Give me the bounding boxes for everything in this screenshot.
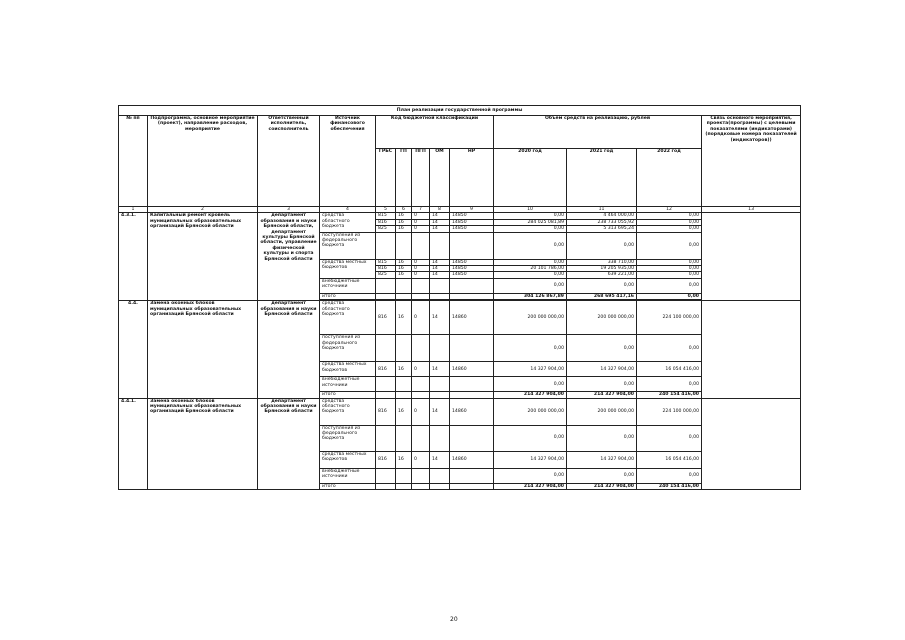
amount-2020: 284 025 081,89 bbox=[494, 219, 567, 225]
code-nr: 14850 bbox=[450, 226, 494, 232]
code-nr: 14850 bbox=[450, 272, 494, 278]
header-2022: 2022 год bbox=[637, 149, 702, 207]
indicator-link bbox=[702, 301, 801, 398]
indicator-link bbox=[702, 398, 801, 489]
row-num: 4.4. bbox=[119, 301, 148, 398]
col-number: 12 bbox=[637, 207, 702, 213]
header-grbs: ГРБС bbox=[376, 149, 396, 207]
col-number: 11 bbox=[567, 207, 637, 213]
amount-2022: 0,00 bbox=[637, 272, 702, 278]
indicator-link bbox=[702, 213, 801, 301]
amount-2022: 0,00 bbox=[637, 335, 702, 362]
row-name: Капитальный ремонт кровель муниципальных образовательных организаций Брянской области bbox=[148, 213, 258, 301]
amount-2021: 0,00 bbox=[567, 468, 637, 483]
amount-2021: 4 464 000,00 bbox=[567, 213, 637, 219]
code-gp: 16 bbox=[396, 259, 412, 265]
total-2022: 0,00 bbox=[637, 293, 702, 299]
code-om: 14 bbox=[430, 219, 450, 225]
total-2020: 304 126 867,89 bbox=[494, 293, 567, 299]
header-nr: НР bbox=[450, 149, 494, 207]
row-executor: департамент образования и науки Брянской области, департамент культуры Брянской области, управление физической культуры и спорта Брянской области bbox=[258, 213, 320, 301]
header-code: Код бюджетной классификации bbox=[376, 116, 494, 149]
amount-2021: 19 205 935,00 bbox=[567, 266, 637, 272]
code-grbs: 816 bbox=[376, 451, 396, 468]
header-source: Источник финансового обеспечения bbox=[320, 116, 376, 207]
amount-2022: 0,00 bbox=[637, 266, 702, 272]
code-nr: 14850 bbox=[450, 266, 494, 272]
code-grbs: 816 bbox=[376, 219, 396, 225]
header-om: ОМ bbox=[430, 149, 450, 207]
code-gp: 16 bbox=[396, 226, 412, 232]
code-grbs: 825 bbox=[376, 226, 396, 232]
table-row bbox=[119, 398, 801, 425]
amount-2022: 0,00 bbox=[637, 377, 702, 392]
page-number: 20 bbox=[450, 616, 458, 623]
amount-2021: 0,00 bbox=[567, 232, 637, 259]
code-gp: 16 bbox=[396, 219, 412, 225]
row-name: Замена оконных блоков муниципальных образовательных организаций Брянской области bbox=[148, 301, 258, 398]
row-num: 4.4.1. bbox=[119, 398, 148, 489]
amount-2020: 0,00 bbox=[494, 232, 567, 259]
amount-2021: 0,00 bbox=[567, 335, 637, 362]
code-om: 14 bbox=[430, 451, 450, 468]
code-pgp: 0 bbox=[412, 398, 430, 425]
code-nr: 14850 bbox=[450, 259, 494, 265]
code-grbs: 816 bbox=[376, 301, 396, 335]
code-pgp: 0 bbox=[412, 451, 430, 468]
amount-2022: 16 054 416,00 bbox=[637, 362, 702, 377]
code-grbs: 815 bbox=[376, 213, 396, 219]
total-2020: 214 327 904,00 bbox=[494, 392, 567, 398]
code-om: 14 bbox=[430, 398, 450, 425]
code-om: 14 bbox=[430, 226, 450, 232]
document-sheet bbox=[118, 105, 800, 490]
code-grbs: 815 bbox=[376, 259, 396, 265]
amount-2021: 14 327 904,00 bbox=[567, 451, 637, 468]
amount-2021: 14 327 904,00 bbox=[567, 362, 637, 377]
amount-2020: 0,00 bbox=[494, 259, 567, 265]
code-pgp: 0 bbox=[412, 362, 430, 377]
code-nr: 14850 bbox=[450, 213, 494, 219]
program-plan-table bbox=[118, 105, 801, 490]
row-name: Замена оконных блоков муниципальных образовательных организаций Брянской области bbox=[148, 398, 258, 489]
total-label: итого bbox=[320, 293, 376, 299]
code-nr: 14860 bbox=[450, 362, 494, 377]
code-gp: 16 bbox=[396, 398, 412, 425]
source-extrabudget: внебюджетные источники bbox=[320, 468, 376, 483]
row-num: 4.3.1. bbox=[119, 213, 148, 301]
header-2020: 2020 год bbox=[494, 149, 567, 207]
amount-2022: 224 100 000,00 bbox=[637, 398, 702, 425]
code-grbs: 816 bbox=[376, 398, 396, 425]
total-2021: 268 695 417,16 bbox=[567, 293, 637, 299]
code-grbs: 825 bbox=[376, 272, 396, 278]
code-pgp: 0 bbox=[412, 213, 430, 219]
col-number: 4 bbox=[320, 207, 376, 213]
code-gp: 16 bbox=[396, 451, 412, 468]
amount-2021: 200 000 000,00 bbox=[567, 301, 637, 335]
col-number: 5 bbox=[376, 207, 396, 213]
code-om: 14 bbox=[430, 213, 450, 219]
amount-2021: 238 733 055,92 bbox=[567, 219, 637, 225]
amount-2021: 0,00 bbox=[567, 425, 637, 451]
amount-2020: 14 327 904,00 bbox=[494, 451, 567, 468]
total-label: итого bbox=[320, 392, 376, 398]
code-gp: 16 bbox=[396, 301, 412, 335]
amount-2020: 200 000 000,00 bbox=[494, 398, 567, 425]
amount-2020: 0,00 bbox=[494, 213, 567, 219]
col-number: 10 bbox=[494, 207, 567, 213]
source-regional: средства областного бюджета bbox=[320, 301, 376, 335]
amount-2020: 14 327 904,00 bbox=[494, 362, 567, 377]
source-federal: поступления из федерального бюджета bbox=[320, 335, 376, 362]
amount-2022: 224 100 000,00 bbox=[637, 301, 702, 335]
amount-2022: 0,00 bbox=[637, 232, 702, 259]
code-om: 14 bbox=[430, 272, 450, 278]
table-title-row bbox=[119, 106, 801, 116]
col-number: 8 bbox=[430, 207, 450, 213]
header-amount: Объём средств на реализацию, рублей bbox=[494, 116, 702, 149]
header-row-1 bbox=[119, 116, 801, 149]
col-number: 7 bbox=[412, 207, 430, 213]
amount-2022: 0,00 bbox=[637, 219, 702, 225]
source-regional: средства областного бюджета bbox=[320, 398, 376, 425]
header-2021: 2021 год bbox=[567, 149, 637, 207]
amount-2022: 0,00 bbox=[637, 468, 702, 483]
table-row bbox=[119, 301, 801, 335]
header-name: Подпрограмма, основное мероприятие (проект), направление расходов, мероприятие bbox=[148, 116, 258, 207]
total-2021: 214 327 904,00 bbox=[567, 483, 637, 489]
amount-2022: 16 054 416,00 bbox=[637, 451, 702, 468]
source-regional: средства областного бюджета bbox=[320, 213, 376, 232]
amount-2021: 0,00 bbox=[567, 278, 637, 293]
amount-2022: 0,00 bbox=[637, 425, 702, 451]
amount-2020: 0,00 bbox=[494, 226, 567, 232]
code-pgp: 0 bbox=[412, 301, 430, 335]
source-federal: поступления из федерального бюджета bbox=[320, 232, 376, 259]
amount-2021: 338 710,00 bbox=[567, 259, 637, 265]
amount-2020: 0,00 bbox=[494, 335, 567, 362]
total-2022: 240 154 416,00 bbox=[637, 483, 702, 489]
code-pgp: 0 bbox=[412, 266, 430, 272]
source-local: средства местных бюджетов bbox=[320, 362, 376, 377]
amount-2020: 0,00 bbox=[494, 425, 567, 451]
code-grbs: 816 bbox=[376, 362, 396, 377]
header-pgp: ПГП bbox=[412, 149, 430, 207]
header-executor: Ответственный исполнитель, соисполнитель bbox=[258, 116, 320, 207]
amount-2021: 0,00 bbox=[567, 377, 637, 392]
code-om: 14 bbox=[430, 266, 450, 272]
table-row bbox=[119, 213, 801, 219]
code-pgp: 0 bbox=[412, 259, 430, 265]
amount-2020: 20 101 786,00 bbox=[494, 266, 567, 272]
col-number: 6 bbox=[396, 207, 412, 213]
amount-2020: 0,00 bbox=[494, 377, 567, 392]
amount-2022: 0,00 bbox=[637, 226, 702, 232]
total-2022: 240 154 416,00 bbox=[637, 392, 702, 398]
header-gp: ГП bbox=[396, 149, 412, 207]
amount-2020: 200 000 000,00 bbox=[494, 301, 567, 335]
total-label: итого bbox=[320, 483, 376, 489]
source-extrabudget: внебюджетные источники bbox=[320, 377, 376, 392]
code-om: 14 bbox=[430, 301, 450, 335]
code-pgp: 0 bbox=[412, 226, 430, 232]
row-executor: департамент образования и науки Брянской области bbox=[258, 398, 320, 489]
source-federal: поступления из федерального бюджета bbox=[320, 425, 376, 451]
code-gp: 16 bbox=[396, 213, 412, 219]
row-executor: департамент образования и науки Брянской области bbox=[258, 301, 320, 398]
header-num: № пп bbox=[119, 116, 148, 207]
code-nr: 14860 bbox=[450, 301, 494, 335]
code-nr: 14860 bbox=[450, 398, 494, 425]
header-link: Связь основного мероприятия, проекта(программы) с целевыми показателями (индикаторами) (порядковые номера показателей (индикаторов)) bbox=[702, 116, 801, 207]
amount-2022: 0,00 bbox=[637, 278, 702, 293]
amount-2021: 5 313 695,24 bbox=[567, 226, 637, 232]
amount-2022: 0,00 bbox=[637, 259, 702, 265]
code-grbs: 816 bbox=[376, 266, 396, 272]
code-pgp: 0 bbox=[412, 219, 430, 225]
code-gp: 16 bbox=[396, 272, 412, 278]
source-extrabudget: внебюджетные источники bbox=[320, 278, 376, 293]
col-number: 13 bbox=[702, 207, 801, 213]
amount-2020: 0,00 bbox=[494, 272, 567, 278]
amount-2020: 0,00 bbox=[494, 468, 567, 483]
source-local: средства местных бюджетов bbox=[320, 259, 376, 278]
code-pgp: 0 bbox=[412, 272, 430, 278]
amount-2021: 639 221,00 bbox=[567, 272, 637, 278]
amount-2022: 0,00 bbox=[637, 213, 702, 219]
amount-2021: 200 000 000,00 bbox=[567, 398, 637, 425]
col-number: 9 bbox=[450, 207, 494, 213]
amount-2020: 0,00 bbox=[494, 278, 567, 293]
code-nr: 14850 bbox=[450, 219, 494, 225]
col-number: 2 bbox=[148, 207, 258, 213]
code-om: 14 bbox=[430, 362, 450, 377]
total-2021: 214 327 904,00 bbox=[567, 392, 637, 398]
table-title: План реализации государственной программы bbox=[119, 106, 801, 116]
total-2020: 214 327 904,00 bbox=[494, 483, 567, 489]
code-gp: 16 bbox=[396, 266, 412, 272]
col-number: 1 bbox=[119, 207, 148, 213]
code-nr: 14860 bbox=[450, 451, 494, 468]
code-om: 14 bbox=[430, 259, 450, 265]
col-number: 3 bbox=[258, 207, 320, 213]
source-local: средства местных бюджетов bbox=[320, 451, 376, 468]
code-gp: 16 bbox=[396, 362, 412, 377]
